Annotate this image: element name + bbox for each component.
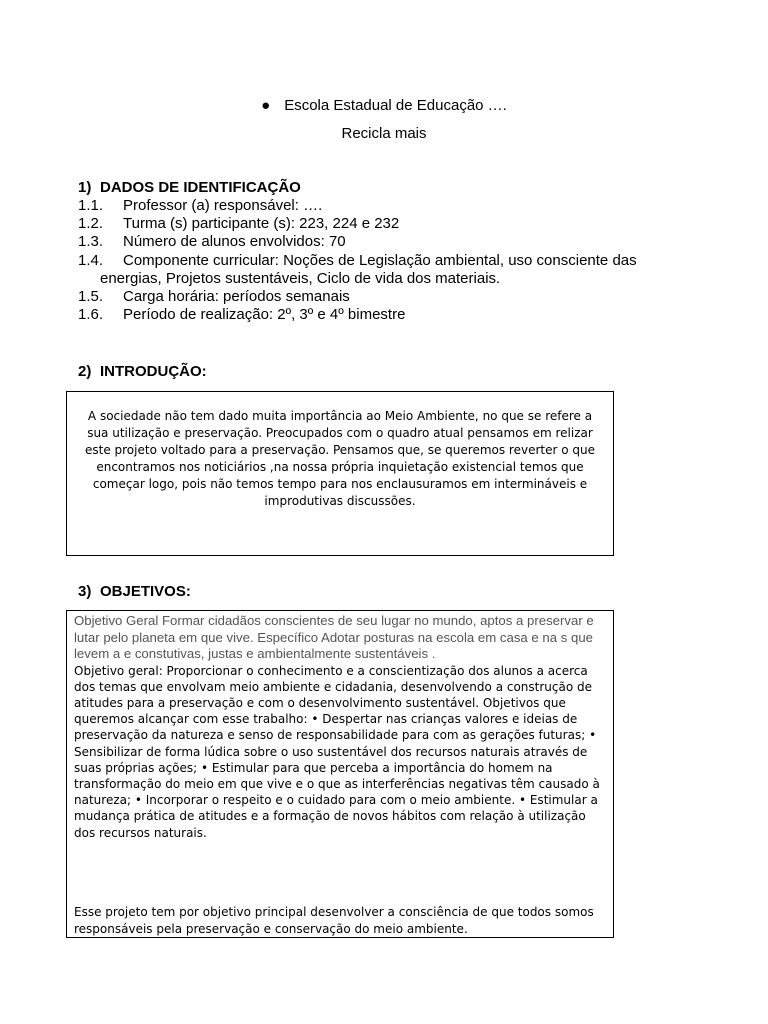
section-2-title: INTRODUÇÃO: xyxy=(100,363,207,380)
school-name: Escola Estadual de Educação …. xyxy=(284,97,507,114)
item-number: 1.6. xyxy=(78,306,104,324)
list-item xyxy=(78,215,678,233)
introduction-box xyxy=(66,391,614,556)
bullet-icon: ● xyxy=(261,97,271,114)
item-number: 1.1. xyxy=(78,197,104,214)
list-item xyxy=(78,233,678,251)
section-1-heading xyxy=(78,179,301,196)
section-1-title: DADOS DE IDENTIFICAÇÃO xyxy=(100,179,301,196)
list-item xyxy=(78,252,678,270)
section-3-number: 3) xyxy=(78,583,92,600)
objectives-summary-text: Objetivo Geral Formar cidadãos conscientes de seu lugar no mundo, aptos a preservar e lutar pelo planeta em que vive. Específico Adotar posturas na escola em casa e na s que levem a e constutivas, justas e ambientalmente sustentáveis . xyxy=(74,613,594,661)
section-2-number: 2) xyxy=(78,363,92,380)
section-2-heading xyxy=(78,363,207,380)
item-text: Período de realização: 2º, 3º e 4º bimestre xyxy=(123,306,406,324)
identification-list xyxy=(78,197,678,324)
item-number: 1.5. xyxy=(78,288,104,306)
item-text: Turma (s) participante (s): 223, 224 e 232 xyxy=(123,215,400,233)
section-3-title: OBJETIVOS: xyxy=(100,583,191,600)
section-3-heading xyxy=(78,583,191,600)
item-number: 1.2. xyxy=(78,215,104,233)
item-number: 1.4. xyxy=(78,251,104,269)
project-title: Recicla mais xyxy=(341,125,427,142)
objectives-box xyxy=(66,610,614,938)
school-name-line xyxy=(0,97,768,114)
item-number: 1.3. xyxy=(78,233,104,251)
item-text: Professor (a) responsável: …. xyxy=(123,197,323,214)
item-text: Carga horária: períodos semanais xyxy=(123,288,350,306)
item-text: Número de alunos envolvidos: 70 xyxy=(123,233,346,251)
list-item xyxy=(78,288,678,306)
objectives-body-text: Objetivo geral: Proporcionar o conhecimento e a conscientização dos alunos a acerca dos temas que envolvam meio ambiente e cidadania, desenvolvendo a construção de atitudes para a preservação e com o desenvolvimento sustentável. Objetivos que queremos alcançar com esse trabalho: • Despertar nas crianças valores e ideias de preservação da natureza e senso de responsabilidade para com as gerações futuras; • Sensibilizar de forma lúdica sobre o uso sustentável dos recursos naturais através de suas próprias ações; • Estimular para que perceba a importância do homem na transformação do meio em que vive e o que as interferências negativas têm causado à natureza; • Incorporar o respeito e o cuidado para com o meio ambiente. • Estimular a mudança prática de atitudes e a formação de novos hábitos com relação à utilização dos recursos naturais. xyxy=(74,663,600,840)
objectives-final-text: Esse projeto tem por objetivo principal desenvolver a consciência de que todos somos responsáveis pela preservação e conservação do meio ambiente. xyxy=(74,905,594,936)
section-1-number: 1) xyxy=(78,179,92,196)
list-item xyxy=(78,197,678,215)
list-item xyxy=(78,306,678,324)
item-continuation: energias, Projetos sustentáveis, Ciclo de vida dos materiais. xyxy=(100,269,501,287)
item-text: Componente curricular: Noções de Legislação ambiental, uso consciente das xyxy=(123,251,637,269)
introduction-text: A sociedade não tem dado muita importância ao Meio Ambiente, no que se refere a sua utilização e preservação. Preocupados com o quadro atual pensamos em relizar este projeto voltado para a preservação. Pensamos que, se queremos reverter o que encontramos nos noticiários ,na nossa própria inquietação existencial temos que começar logo, pois não temos tempo para nos enclausuramos em intermináveis e improdutivas discussões. xyxy=(84,409,595,508)
